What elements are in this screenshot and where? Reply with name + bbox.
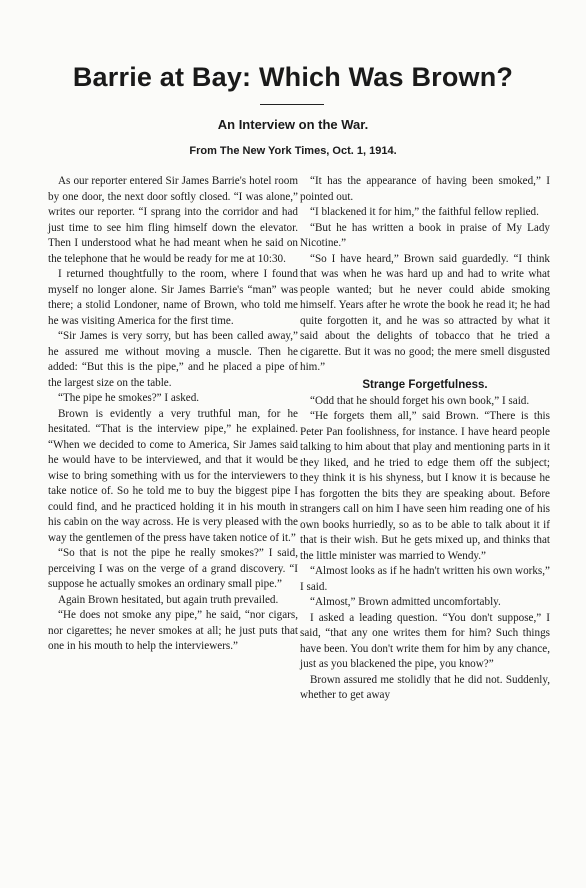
left-column <box>48 174 298 655</box>
paragraph: “It has the appearance of having been smoked,” I pointed out. <box>300 175 550 203</box>
right-column <box>300 174 550 704</box>
article-source: From The New York Times, Oct. 1, 1914. <box>189 145 397 157</box>
paragraph: “So I have heard,” Brown said guardedly. “I think that was when he was hard up and had to write what people wanted; but he never could abide smoking himself. Years after he wrote the book he read it; he had quite forgotten it, and he was so attracted by what it said about the delights of tobacco that he tried a cigarette. But it was no good; the mere smell disgusted him.” <box>300 252 550 373</box>
paragraph: “Almost looks as if he hadn't written his own works,” I said. <box>300 565 550 593</box>
paragraph: “The pipe he smokes?” I asked. <box>58 392 200 404</box>
paragraph: “I blackened it for him,” the faithful fellow replied. <box>310 206 539 218</box>
paragraph: I asked a leading question. “You don't suppose,” I said, “that any one writes them for him? Such things have been. You don't write them for him by any chance, just as you blackened the pipe, you know?” <box>300 611 550 670</box>
paragraph: I returned thoughtfully to the room, where I found myself no longer alone. Sir James Barrie's “man” was there; a stolid Londoner, name of Brown, who told me he was visiting America for the first time. <box>48 268 298 327</box>
paragraph: As our reporter entered Sir James Barrie's hotel room by one door, the next door softly closed. “I was alone,” writes our reporter. “I sprang into the corridor and had just time to see him fling himself down the elevator. Then I understood what he had meant when he said on the telephone that he would be ready for me at 10:30. <box>48 175 298 265</box>
paragraph: Again Brown hesitated, but again truth prevailed. <box>58 593 279 606</box>
section-heading: Strange Forgetfulness. <box>362 378 488 391</box>
paragraph: Brown is evidently a very truthful man, for he hesitated. “That is the interview pipe,” he explained. “When we decided to come to America, Sir James said he would have to be interviewed, and that it would be wise to bring something with us for the interviewers to take notice of. So he told me to buy the biggest pipe I could find, and he practiced holding it in his mouth in his cabin on the way across. He is very pleased with the way the gentlemen of the press have taken notice of it.” <box>48 407 298 544</box>
paragraph: “Sir James is very sorry, but has been called away,” he assured me without moving a muscle. Then he added: “But this is the pipe,” and he placed a pipe of the largest size on the table. <box>48 330 298 389</box>
article-subtitle: An Interview on the War. <box>217 117 369 132</box>
article-title: Barrie at Bay: Which Was Brown? <box>72 62 514 92</box>
paragraph: “But he has written a book in praise of My Lady Nicotine.” <box>300 221 550 249</box>
paragraph: “Almost,” Brown admitted uncomfortably. <box>310 596 501 608</box>
paragraph: “So that is not the pipe he really smokes?” I said, perceiving I was on the verge of a grand discovery. “I suppose he actually smokes an ordinary small pipe.” <box>48 547 298 590</box>
paragraph: “Odd that he should forget his own book,” I said. <box>310 394 530 407</box>
title-divider <box>260 104 324 105</box>
paragraph: “He forgets them all,” said Brown. “There is this Peter Pan foolishness, for instance. I have heard people talking to him about that play and mentioning parts in it they liked, and he tried to edge them off the subject; they think it is his shyness, but I know it is because he has forgotten the bits they are speaking about. Before strangers call on him I have seen him reading one of his own books hurriedly, so as to be able to talk about it if that is their wish. But he gets mixed up, and thinks that the little minister was married to Wendy.” <box>300 410 550 562</box>
paragraph: “He does not smoke any pipe,” he said, “nor cigars, nor cigarettes; he never smokes at all; he just puts that one in his mouth to help the interviewers.” <box>48 609 298 652</box>
paragraph: Brown assured me stolidly that he did not. Suddenly, whether to get away <box>300 673 550 701</box>
